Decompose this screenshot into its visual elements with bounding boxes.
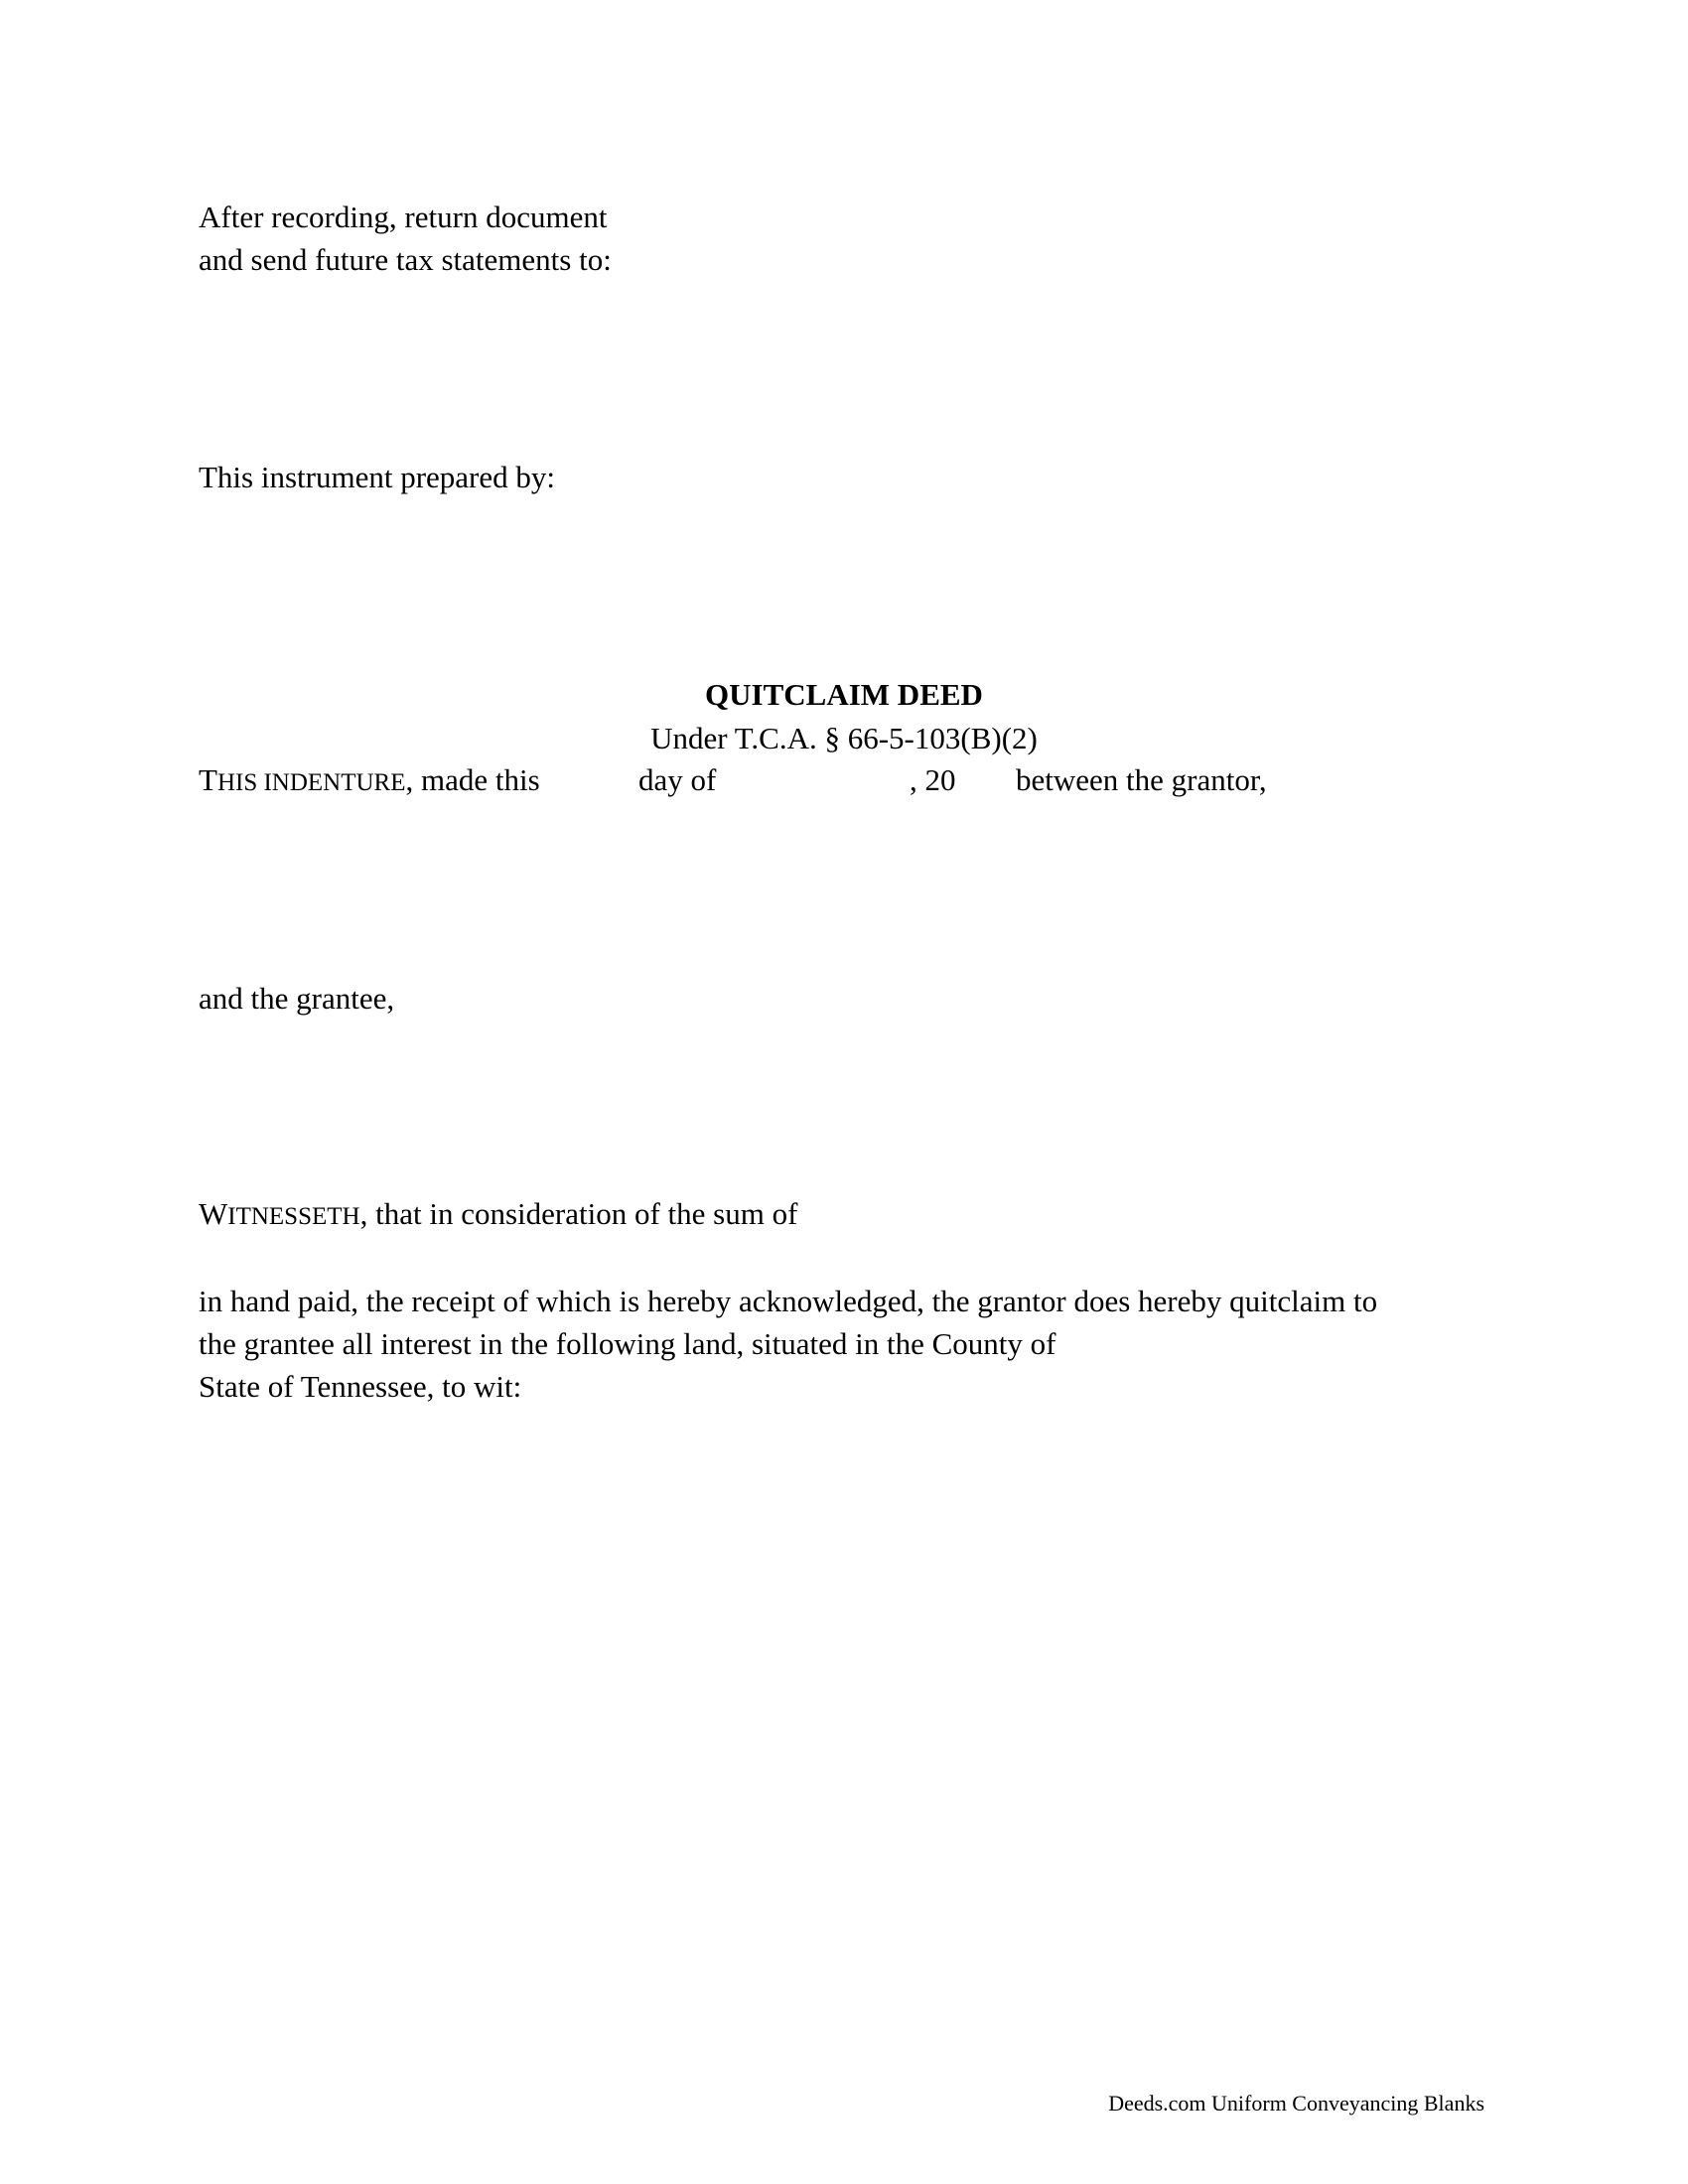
year-prefix: , 20 — [910, 762, 956, 797]
consideration-line-2: the grantee all interest in the following land, situated in the County of — [199, 1326, 1056, 1361]
indenture-made-this: , made this — [405, 762, 540, 797]
consideration-line-1: in hand paid, the receipt of which is hereby acknowledged, the grantor does hereby quitclaim to — [199, 1284, 1378, 1318]
witnesseth-rest: , that in consideration of the sum of — [359, 1196, 798, 1231]
witnesseth-line — [199, 1192, 797, 1239]
deed-title: QUITCLAIM DEED — [705, 677, 983, 712]
footer-text: Deeds.com Uniform Conveyancing Blanks — [1108, 2091, 1484, 2116]
prepared-by-label: This instrument prepared by: — [199, 460, 555, 494]
return-instructions-line-2: and send future tax statements to: — [199, 242, 612, 277]
indenture-intro — [199, 758, 540, 805]
indenture-first-letter: T — [199, 762, 217, 797]
indenture-small-caps: HIS INDENTURE — [216, 769, 406, 796]
witnesseth-first-letter: W — [199, 1196, 228, 1231]
consideration-line-3: State of Tennessee, to wit: — [199, 1369, 522, 1404]
grantee-label: and the grantee, — [199, 981, 395, 1016]
witnesseth-small-caps: ITNESSETH — [227, 1203, 360, 1230]
deed-subtitle: Under T.C.A. § 66-5-103(B)(2) — [650, 721, 1038, 755]
between-grantor-label: between the grantor, — [1016, 762, 1267, 797]
return-instructions-line-1: After recording, return document — [199, 200, 608, 234]
day-of-label: day of — [638, 762, 717, 797]
